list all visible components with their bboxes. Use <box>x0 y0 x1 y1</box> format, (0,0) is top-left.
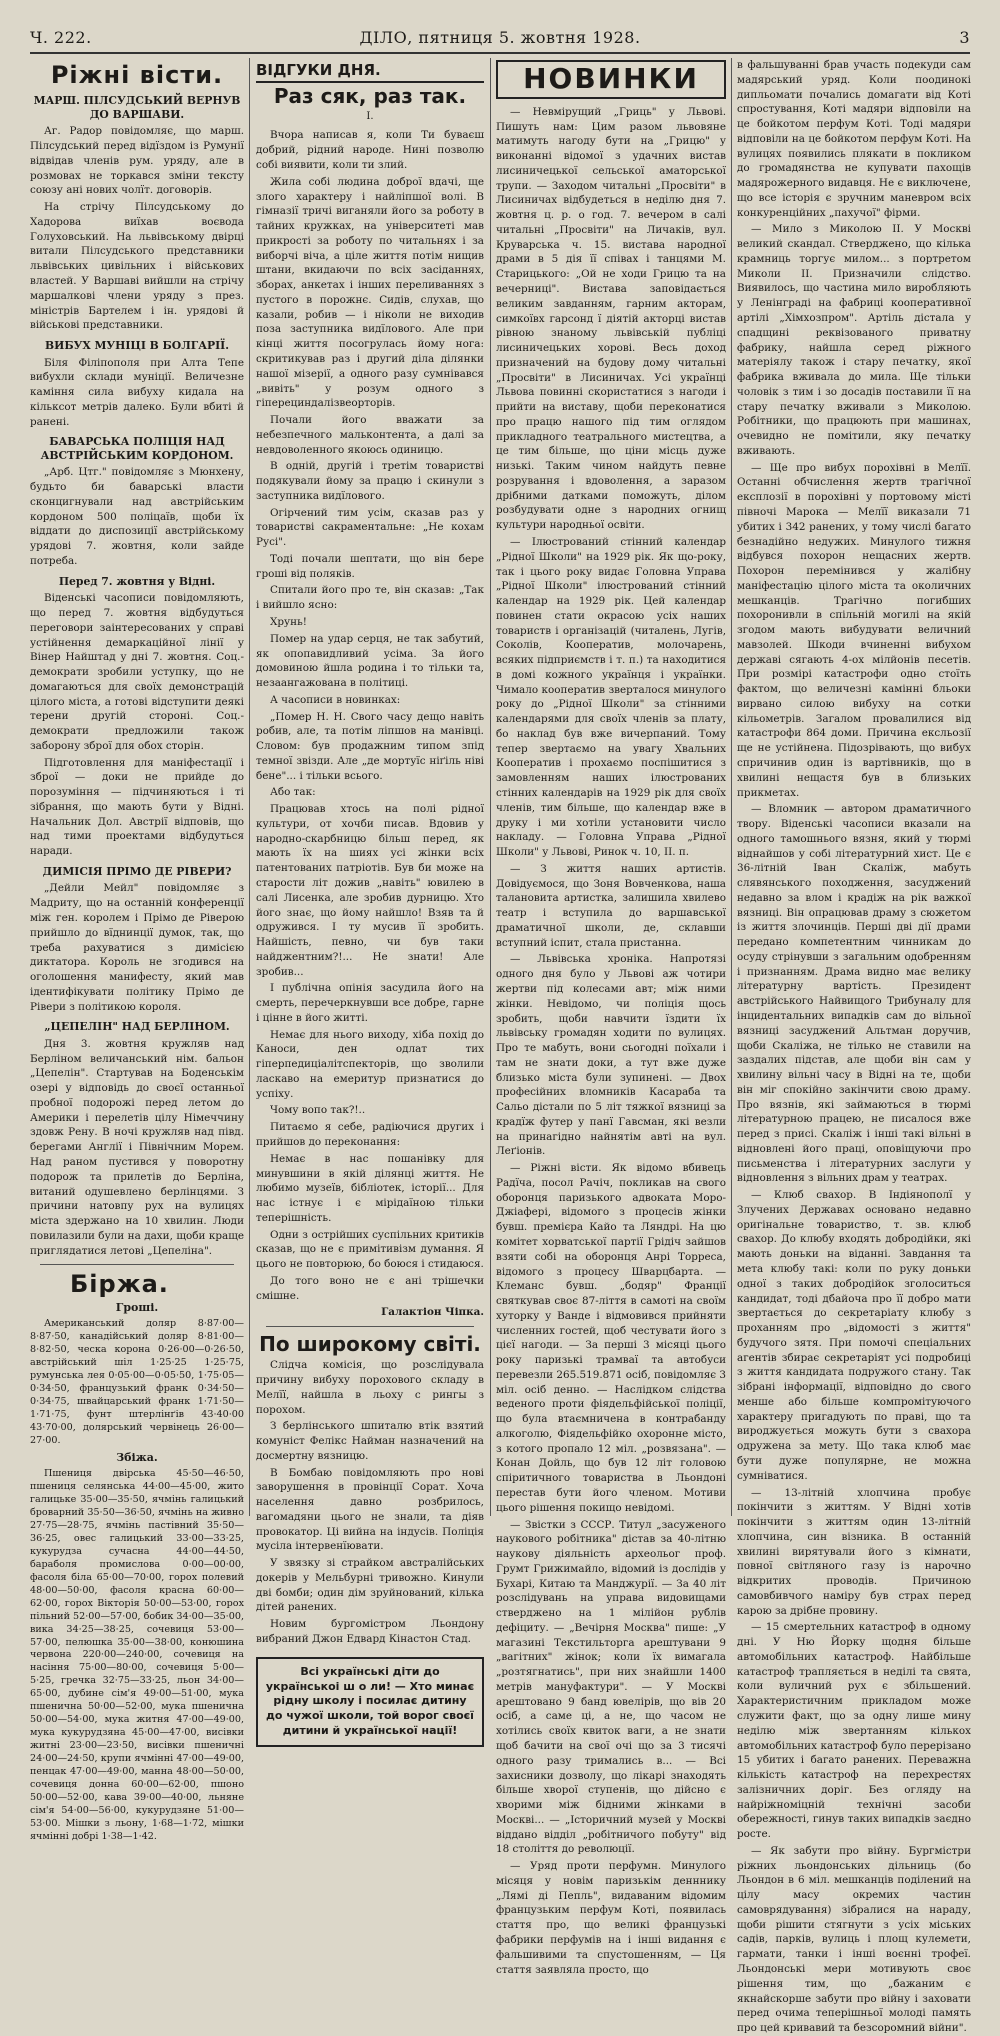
article-text: В одній, другій і третім товаристві подякували йому за працю і скинули з заступника видїлового. <box>256 460 484 502</box>
grain-heading: Збіжа. <box>116 1450 158 1464</box>
article-text: „Дейли Мейл" повідомляє з Мадриту, що на останній конференції між ген. королем і Прімо де Ріверою прийшло до вїднинції думок, так, що треба рахуватися з димісією диктатора. Король не згодився на оголошення манифесту, який мав ідентифікувати політику Прімо де Рівери з політикою короля. <box>30 882 244 1013</box>
article-text: Новим бургомістром Льондону вибраний Джон Едвард Кінастон Стад. <box>256 1618 484 1645</box>
column-4 <box>737 58 971 2035</box>
article-text: — 15 смертельних катастроф в одному дні. У Ню Йорку щодня більше автомобільних катастроф. Найбільше катастроф трапляється в неділі та свята, коли вуличний рух є збільшений. Характеристичним прикладом може служити факт, що за одну лише мину неділю між звертанням кількох автомобільних катастроф було перерізано 15 убитих і багато ранених. Переважна кількість катастроф на перехрестях залізничних доріг. Без огляду на найріжноміцній технічні засоби обережності, гинув таких випадків заєдно росте. <box>737 1621 971 1841</box>
article-text: — Вломник — автором драматичного твору. Віденські часописи вказали на одного тамошнього вязня, який у тюрмі віднайшов у собі літературний хист. Це є 36-літній Іван Скаліж, мабуть слявянського походження, засуджений недавно за влом і крадіж на рік важкої вязниці. Він опрацював драму з сюжетом із життя злочинців. Перші дві дії драми передано компетентним чинникам до осуду стрінувши з загальним одобренням і признанням. Драма видно має велику літературну вартість. Президент австрійського Найвищого Трибуналу для інцидентальних випадків сам до вільної вязниці засуджений Альтман доручив, щоби Скаліжа, не тілько не ставили на заздалих підстав, але щоби він сам у хвилину вільні часу в Відні на те, щоби він міг спокійно закінчити свою драму. Про вязнів, які займаються в тюрмі літературною працею, не писалося вже перед з присі. Скаліж і інші такі вільні в відновлені його праці, оповіщуючи про письменства і літературних заслуги у відновлення з вільних драм у театрах. <box>737 803 971 1185</box>
article-text: На стрічу Пілсудському до Хадорова виїхав воєвода Голуховський. На львівському двірці витали Пілсудського представники львівських цивільних і військових властей. У Варшаві вийшли на стрічу маршалкові члени уряду з през. міністрів Бартелем і ін. урядові й військові представники. <box>30 201 244 332</box>
article-heading: БАВАРСЬКА ПОЛІЦІЯ НАД АВСТРІЙСЬКИМ КОРДОНОМ. <box>40 435 234 462</box>
article-text: Питаємо я себе, радіючися других і прийшов до переконання: <box>256 1121 484 1149</box>
author-signature: Галактіон Чіпка. <box>381 1306 484 1319</box>
article-heading: МАРШ. ПІЛСУДСЬКИЙ ВЕРНУВ ДО ВАРШАВИ. <box>33 94 241 121</box>
article-text: — Як забути про війну. Бургмістри ріжних льондонських дільниць (бо Льондон в 6 міл. мешканців поділений на цілу масу окремих частин самоврядування) зібралися на нараду, щоби рішити стягнути з усіх міських садів, парків, вулиць і площ кулемети, гармати, танки і інші воєнні трофеї. Льондонські мери мотивують своє рішення тим, що „бажаним є якнайскорше забути про війну і заховати перед очима теперішньої молоді память про цей кривавий та безсоромний війни". <box>737 1844 971 2035</box>
article-text: У звязку зі страйком австралійських докерів у Мельбурні тривожно. Кинули дві бомби; один дім зруйнований, кілька дітей ранених. <box>256 1557 484 1614</box>
column-rule <box>490 58 491 1516</box>
column-2 <box>256 58 484 1738</box>
article-text: Аг. Радор повідомляє, що марш. Пілсудський перед відїздом із Румунії відвідав членів рум. уряду, але в розмовах не торкався зміни тексту союзу ані нових чолїт. договорів. <box>30 125 244 197</box>
money-rates: Американський доляр 8·87·00—8·87·50, канадійський доляр 8·81·00—8·82·50, ческа корона 0·26·00—0·26·50, австрійський шіл 1·25·25 1·25·75, румунська лея 0·05·00—0·05·50, 1·75·05—0·34·50, французький франк 0·34·50—0·34·75, швайцарський франк 1·71·50—1·71·75, фунт штерлінґів 43·40·00 43·70·00, долярський червінець 26·00—27·00. <box>30 1318 244 1446</box>
article-text: Слідча комісія, що розслідувала причину вибуху порохового складу в Мелїї, найшла в льоху с рингы з порохом. <box>256 1359 484 1416</box>
article-heading: ВИБУХ МУНІЦІ В БОЛГАРІЇ. <box>45 339 229 353</box>
divider <box>266 1326 474 1327</box>
article-text: Почали його вважати за небезпечного мальконтента, а далі за невдоволенного якоюсь одиницю. <box>256 414 484 456</box>
article-text: Тоді почали шептати, що він бере гроші від поляків. <box>256 552 484 580</box>
article-text: З берлінського шпиталю втік взятий комуніст Фелікс Найман назначений на досмертну вязницю. <box>256 1420 484 1462</box>
school-appeal-box: Всі українські діти до українськоі ш о ли! — Хто минає рідну школу і посилає дитину до чужої школи, той ворог своєї дитини й української нації! <box>256 1657 484 1747</box>
part-number: І. <box>366 111 374 123</box>
article-text: Чому вопо так?!.. <box>270 1104 366 1117</box>
column-1 <box>30 58 244 1842</box>
article-text: — Уряд проти перфумн. Минулого місяця у новім паризькім денннику „Лямі ді Пепль", видаваним відомим французьким перфум Коті, появилась стаття про, що великі французькі фабрики перфумів на і інші видання є фальшивими та спустошенням, — Ця стаття заявляла просто, що <box>496 1860 726 1976</box>
article-text: Дня 3. жовтня кружляв над Берліном величанський нім. бальон „Цепелін". Стартував на Боденськім озері у відповідь до своєї останньої пробної подорожі перед летом до Америки і перелетів цілу Німеччину здовж Рену. В ночі кружляв над півд. берегами Англії і Північним Морем. Над раном пустився у поворотну подорож та прилетів до Берліна, витаний одушевлено берлінцями. З причини натовпу рух на вулицях міста здержано на 10 хвилин. Люди повилазили були на дахи, щоби краще приглядатися летові „Цепеліна". <box>30 1037 244 1257</box>
section-title-novynky: НОВИНКИ <box>496 60 726 99</box>
article-text: „Арб. Цтг." повідомляє з Мюнхену, будьто би баварські власти сконцигнували над австрійським кордоном 500 поліцаїв, щоби їх віддати до диспозиції австрійському урядові 7. жовтня, коли зайде потреба. <box>30 466 244 567</box>
article-text: Огірчений тим усім, сказав раз у товаристві сакраментальне: „Не кохам Русі". <box>256 506 484 549</box>
article-text: „Помер Н. Н. Свого часу дещо навіть робив, але, та потім ліпшов на манівці. Словом: був продажним типом зпід темної звізди. Але „де мортуїс ніґіль ніві бене"... і тільки всього. <box>256 710 484 782</box>
article-text: Підготовлення для маніфестації і зброї — доки не прийде до порозуміння — підчиняються і ті зібрання, що мають бути у Відні. Начальник Дол. Австрії відповів, що над тими проектами відбудуться наради. <box>30 756 244 858</box>
article-text: Немає в нас пошанівку для минувшини в якій ділянці життя. Не любимо музеїв, бібліотек, історії... Для нас істнує і є мірідаїною тільки теперішність. <box>256 1152 484 1224</box>
article-text: Працював хтось на полі рідної культури, от хочби писав. Вдовив у народно-скарбницю більш перед, як мають їх на шиях усі жінки всіх патентованих патріотів. Був би може на старости літ дожив „навіть" ювилею в салі Лисенка, але зробив дурницю. Хто його знає, що йому найшло! Взяв та й одружився. І ту мусив її зробить. Найшість, певно, чи був таки найджентним?!... Не знати! Але зробив... <box>256 803 484 978</box>
column-3 <box>496 58 727 1976</box>
article-text: Помер на удар серця, не так забутий, як опопавидливий усіма. За його домовиною йшла родина і то тільки та, незаангажована в політиці. <box>256 632 484 690</box>
article-text: — Ще про вибух порохівні в Мелїї. Останні обчислення жертв трагічної експлозії в порохівні у портовому місті півночі Марока — Мелїї виказали 71 убитих і 342 ранених, у тому числі багато безнадійно недужих. Минулого тижня відбувся похорон нещасних жертв. Похорон перемінився у жалібну маніфестацію цілого міста та околичних мешканців. Трагічно погибших похоронивли в спільній могилі на якій згодом мають вибудувати величний мавзолей. Шкоди вчиненні вибухом державі сягають 4-ох мілйонів песетів. При розмірі катастрофи одно стоїть фактом, що величезні камінні бльоки вирвано силою вибуху на сотки кільометрів. Загалом провалилися від катастрофи 864 доми. Причина ексльозії ще не устійнена. Підозрівають, що вибух спричинив один із вартівників, що в хвилинi нещастя був в близьких прикметах. <box>737 461 971 799</box>
section-title-exchange: Біржа. <box>70 1270 169 1299</box>
article-text: Вчора написав я, коли Ти буваєш добрий, рідний народе. Нині позволю собі виявити, коли ти злий. <box>256 129 484 172</box>
article-text: Немає для нього виходу, хіба похід до Каноси, ден одлат тих гіперпедиціалітспекторів, що зволили ласкаво на емеритур признатися до успіху. <box>256 1028 484 1100</box>
article-heading: Перед 7. жовтня у Відні. <box>58 574 216 588</box>
section-title-world: По широкому світі. <box>259 1332 481 1357</box>
article-text: в фальшуванні брав участь подекуди сам мадярський уряд. Коли поодинокі дипльомати почались домагати від Коті спростування, Коті мадяри відповіли на це бойкотом перфум Коті. Тоді мадяри відповіли на це бойкотом перфум Коті. На вулицях появились плякати в покликом до громадянства не купувати пахощів мадярожерного видавця. Не є виключене, що все історія є зручним маневром всіх конкуренційних „пахучої" фірми. <box>737 59 971 219</box>
section-title-news: Ріжні вісти. <box>50 61 224 89</box>
article-text: — Мило з Миколою II. У Москві великий скандал. Стверджено, що кілька крамниць торгує милом... з портретом Миколи II. Призначили слідство. Виявилось, що частина мило виробляють у Ленінграді на фабриці кооперативної артілі „Хімхозпром". Артіль дістала у спадщині реквізованого приватну фабрику, найшла серед ріжного матеріялу також і стару печатку, якої фабрика вживала до мила. Ще тільки чоловік з тим і зо досадів поставили її на стару печатку вживали з Миколою. Робітники, що працюють при машинах, очевидно не помітили, яку печатку вживають. <box>737 223 971 457</box>
article-text: — З життя наших артистів. Довідуємося, що Зоня Вовченкова, наша талановита артистка, залишила хвилево театр і вступила до варшавської драматичної школи, де, склавши вступний іспит, стала пристанна. <box>496 862 726 949</box>
issue-number: Ч. 222. <box>30 28 92 47</box>
article-text: Хрунь! <box>270 615 307 628</box>
page-number: 3 <box>959 28 970 47</box>
article-text: Біля Філіпополя при Алта Тепе вибухли склади муніції. Величезне каміння сила вибуху кидала на кільксот метрів далеко. Були вбиті й ранені. <box>30 356 244 428</box>
article-text: Жила собі людина доброї вдачі, ще злого характеру і найліпшої волі. В гімназії тричі виганяли його за роботу в тайних кружках, на університеті мав прикрості за роботу по читальнях і за виборчі віча, а ціле життя потім нищив штани, вкидаючи по всіх засіданнях, зборах, анкетах і інших переливаннях з пустого в порожнє. Сидів, слухав, що казали, робив — і ніколи не виходив поза заступника видїлового. Але при кінці життя посогрулась йому нога: скритикував раз і другий діла ділянки нашої мізерії, а одного разу сумнівався „вивіть" у розум одного з гіперециндалізвеорторів. <box>256 175 484 410</box>
article-text: В Бомбаю повідомляють про нові заворушення в провінції Сорат. Хоча населення давно розбрилось, вагомадяни цього не знали, та діяв провокатор. Ці вийна на індусів. Поліція мусіла інтервенїювати. <box>256 1466 484 1553</box>
article-text: — Невмірущий „Гриць" у Львові. Пишуть нам: Цим разом львовяне матимуть нагоду бути на „Грицю" у виконанні відомої з удачних вистав лисиничецької сельської аматорської трупи. — Заходом читальні „Просвіти" в Лисиничах відбудеться в неділю дня 7. жовтня ц. р. о год. 7. вечером в салі читальні „Просвіти" на Личаків, вул. Круварська ч. 15. вистава народної драми в 5 дія її співах і танцями М. Старицького: „Ой не ходи Грицю та на вечерниці". Вистава заповідається великим завданням, гарним акторам, симкоївх гарсонд ї діятій акторці вистав рівною знаному львівській публіці лисиничецьких хорові. Весь доход призначений на будову дому читальні „Просвіти" в Лисиничах. Усі українці Львова повинні скористатися з нагоди і прийти на виставу, щоби переконатися про працю нашого під тим оглядом прикладного театрального мистецтва, а це тим більше, що ціни місць дуже низькі. Таким чином найдуть певне розрування і вдоволення, а заразом дрібними датками поможуть, ділом розбудувати одне з народних огнищ культури народньої освіти. <box>496 105 726 532</box>
article-text: До того воно не є ані трішечки смішне. <box>256 1274 484 1302</box>
article-heading: ДИМІСІЯ ПРІМО ДЕ РІВЕРИ? <box>42 864 232 878</box>
article-text: — Клюб свахор. В Індіянополї у Злучених Державах основано недавно оригінальне товариство, т. зв. клюб свахор. До клюбу входять добродійки, які мають доньки на віданні. Завдання та мета клюбу такі: коли по руку доньки одної з таких добродійок зголоситься кандидат, тоді дбайоча про її добро мати звертається до секретаріату клюбу з проханням про „відомості з життя" будучого зятя. При помочі спеціальних агентів збирає секретаріят усі подробиці з життя кандидата подружого стану. Так зібрані інформації, відповідно до свого менше або більше компромітуючого характеру пригадують по праві, що та вироджується можуть бути з свахора одружена за мету. Що така клюб має бути дуже популярне, не можна сумніватися. <box>737 1189 971 1482</box>
feuilleton-kicker: ВІДГУКИ ДНЯ. <box>256 60 484 83</box>
column-rule <box>731 58 732 1516</box>
masthead: ДІЛО, пятниця 5. жовтня 1928. <box>359 28 641 47</box>
article-text: Спитали його про те, він сказав: „Так і вийшло ясно: <box>256 584 484 612</box>
column-rule <box>249 58 250 1516</box>
divider <box>40 1264 234 1265</box>
article-text: — Львівська хроніка. Напротязі одного дня було у Львові аж чотири жертви під колесами авт; між ними жінки. Невідомо, чи поліція щось зробить, щоби навчити їздити їх львівську громадян ходити по вулицях. Про те мабуть, вони сьогодні поїхали і там не знати доки, а тут вже дуже близько міста були зупинені. — Двох професійних вломників Касараба та Сальо дістали по 5 літ тяжкої вязниці за крадїж футер у панї Гавсман, які везли на принагідно найнятім авті на вул. Леґіонів. <box>496 953 726 1158</box>
article-text: Одни з острійших суспільних критиків сказав, що не є примітивізм думання. Я цього не повторюю, бо боюся і стидаюся. <box>256 1228 484 1271</box>
article-text: — Звістки з СССР. Титул „засуженого наукового робітника" дістав за 40-літню наукову діяльність археольог проф. Грумт Грижимайло, відомий із дослідів у Бухарі, Китаю та Манджурії. — За 40 літ розслідувань на управа видовищами стверджено на 1 мілійон рублів дефіциту. — „Вечірня Москва" пише: „У магазині Текстильторга арештувани 9 „вагітних" жінок; коли їх вимагала „розтягнатись", при них знайшли 1400 метрів мануфактури". — У Москві арештовано 9 банд ювелірів, що вів 20 осіб, а саме ці, а не, що часом не хотілись своїх квиток ваги, а не знати щоб бачити на свої очі що за 3 тисячі одного разу тримались в... — Всі захисники дозволу, що лікарі знаходять більше хворої ступенів, що дійсно є хворими між бідними жінками в Москві... — „Історичний музей у Москві віддано відділ „робітничого побуту" від 18 століття до революції. <box>496 1518 726 1856</box>
article-text: — Ілюстрований стінний календар „Рідної Школи" на 1929 рік. Як що-року, так і цього року видає Головна Управа „Рідної Школи" ілюстрований стінний календар на 1929 рік. Цей календар повинен стати окрасою усіх наших товариств і організацій (читалень, Лугів, Соколів, Кооператив, молочарень, всяких підприємств і т. п.) та находитися в домі кожного українця і українки. Чимало кооператив зверталося минулого року до „Рідної Школи" за стінними календарями для своїх членів за плату, бо наклад був вже вичерпаний. Тому тепер звертаємо на увагу Хвальних Кооператив і прохаємо поспішитися з замовленням наших ілюстрованих стінних календарів на 1929 рік для своїх членів, тим більше, що календар вже в друку і ми хотіли установити число накладу. — Головна Управа „Рідної Школи" у Львові, Ринок ч. 10, II. п. <box>496 536 726 859</box>
article-heading: „ЦЕПЕЛІН" НАД БЕРЛІНОМ. <box>44 1020 230 1034</box>
money-heading: Гроші. <box>115 1300 159 1314</box>
grain-rates: Пшениця двірська 45·50—46·50, пшениця селянська 44·00—45·00, жито галицьке 35·00—35·50, ячмінь галицький броварний 35·50—36·50, ячмінь на живно 27·75—28·75, ячмінь пастівний 35·50—36·25, овес галицький 33·00—33·25, кукурудза сучасна 44·00—44·50, бараболя промислова 0·00—00·00, фасоля біла 65·00—70·00, горох полевий 48·00—50·00, фасоля красна 60·00—62·00, горох Вікторія 50·00—53·00, горох пільний 52·00—57·00, бобик 34·00—35·00, вика 34·25—38·25, сочевиця 53·00—57·00, пелюшка 35·00—38·00, конюшина червона 220·00—240·00, сочевиця на насіння 75·00—80·00, сочевиця 5·00—5·25, гречка 32·75—33·25, льон 34·00—65·00, дубине сім'я 49·00—51·00, мука пшенична 50·00—52·00, мука пшенична 50·00—54·00, мука житня 47·00—49·00, мука кукурудзяна 45·00—47·00, висівки житні 23·00—23·50, висівки пшеничні 24·00—24·50, крупи ячмінні 47·00—49·00, пенцак 47·00—49·00, манна 48·00—50·00, сочевиця донна 60·00—62·00, пшоно 50·00—52·00, кава 39·00—40·00, льняне сім'я 54·00—56·00, кукурудзяне 51·00—53·00. Мішки з льону, 1·68—1·72, мішки ячмінні добрі 1·38—1·42. <box>30 1468 244 1842</box>
article-text: — Ріжні вісти. Як відомо вбивець Радїча, посол Рачіч, покликав на свого оборонця паризького адвоката Моро-Джіафері, відомого з процесів жінки бувш. премієра Кайо та Ляндрі. На цю комітет хорватської партії Грідіч зайшов взяти собі на оборонця Анрі Торреса, відомого з процесу Шварцбарта. — Клеманс бувш. „бодяр" Франції святкував своє 87-ліття в самоті на своїм хуторку у Ванде і відмовився прийняти численних гостей, щоб честувати його з цієї нагоди. — За перші 3 місяці цього року паризькі трамваї та автобуси перевезли 265.519.871 осіб, повідомляє 3 міл. осіб денно. — Наслідком слідства веденого проти фіядельфійської поліції, що була втаємничена в контрабанду алкоголю, Фіядельфійко охоронне місто, з котого пропало 12 міл. „розвязана". — Конан Дойль, що був 12 літ головою спіритичного товариства в Льондоні перестав бути його членом. Мотиви цього рішення покищо невідомі. <box>496 1162 727 1514</box>
article-text: А часописи в новинках: <box>270 693 401 706</box>
article-text: І публічна опінія засудила його на смерть, перечеркнувши все добре, гарне і цінне в його житті. <box>256 982 484 1024</box>
feuilleton-title: Раз сяк, раз так. <box>273 84 467 109</box>
article-text: Або так: <box>270 786 316 799</box>
article-text: Віденські часописи повідомляють, що перед 7. жовтня відбудуться переговори заінтересованих у справі устійнення демаркаційної лінії у Вінер Найштад у дні 7. жовтня. Соц.-демократи зробили уступку, що не домагаються для своїх демонстрацій цілого міста, а готові відступити деякі терени другій стороні. Соц.-демократи предложили також заборону зброї для обох сторін. <box>30 592 244 752</box>
article-text: — 13-літній хлопчина пробує покінчити з життям. У Відні хотів покінчити з життям один 13-літній хлопчина, син візника. В останній хвилині вирятували його з кімнати, повної світляного газу із нарочно відкритих проводів. Причиною самовбивчого наміру був страх перед карою за дрібне провину. <box>737 1486 971 1617</box>
page-header <box>30 26 970 54</box>
